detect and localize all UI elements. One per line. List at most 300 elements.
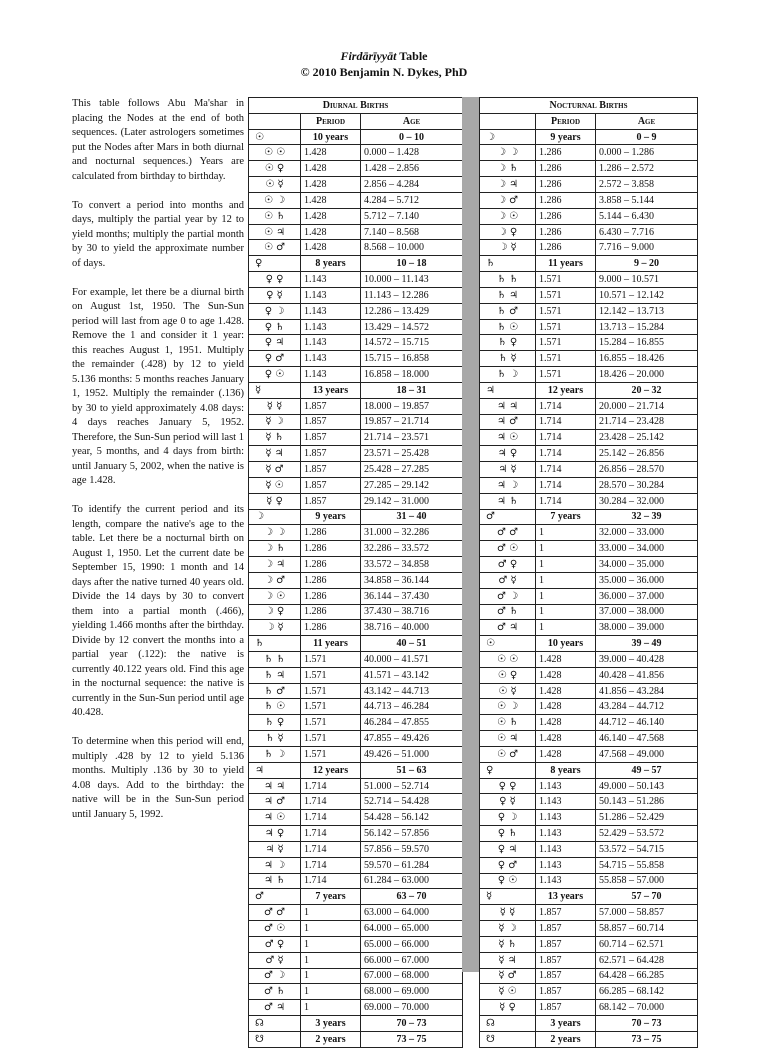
sub-period-age: 65.000 – 66.000 xyxy=(361,936,463,952)
table-row xyxy=(249,699,463,715)
sub-period-symbols: ☽ ☉ xyxy=(480,208,536,224)
sub-period-age: 1.286 – 2.572 xyxy=(596,161,698,177)
sub-period-symbols: ♄ ☽ xyxy=(480,367,536,383)
sub-period-age: 34.000 – 35.000 xyxy=(596,557,698,573)
sub-period-age: 10.571 – 12.142 xyxy=(596,287,698,303)
sub-period-age: 46.140 – 47.568 xyxy=(596,731,698,747)
sub-period-length: 1 xyxy=(536,572,596,588)
planet-symbol: ♂ xyxy=(480,509,536,525)
group-row xyxy=(480,889,698,905)
sub-period-length: 1 xyxy=(536,620,596,636)
sub-period-age: 66.285 – 68.142 xyxy=(596,984,698,1000)
sub-period-length: 1.571 xyxy=(536,272,596,288)
sub-period-length: 1.143 xyxy=(536,826,596,842)
sub-period-symbols: ☽ ☽ xyxy=(480,145,536,161)
group-age-range: 51 – 63 xyxy=(361,762,463,778)
sub-period-length: 1.428 xyxy=(301,145,361,161)
sub-period-symbols: ☉ ♄ xyxy=(249,208,301,224)
sub-period-length: 1 xyxy=(536,588,596,604)
planet-symbol: ♄ xyxy=(249,636,301,652)
sub-period-age: 49.000 – 50.143 xyxy=(596,778,698,794)
column-header-blank xyxy=(480,113,536,129)
table-heading-row xyxy=(480,98,698,114)
sub-period-age: 34.858 – 36.144 xyxy=(361,572,463,588)
sub-period-age: 39.000 – 40.428 xyxy=(596,651,698,667)
sub-period-length: 1.286 xyxy=(536,208,596,224)
sub-period-length: 1.714 xyxy=(536,477,596,493)
table-row xyxy=(480,145,698,161)
sub-period-symbols: ☉ ♃ xyxy=(249,224,301,240)
group-row xyxy=(480,636,698,652)
sub-period-age: 21.714 – 23.571 xyxy=(361,430,463,446)
sub-period-length: 1.286 xyxy=(301,525,361,541)
sub-period-symbols: ☿ ♀ xyxy=(480,1000,536,1016)
sub-period-age: 18.000 – 19.857 xyxy=(361,398,463,414)
sub-period-length: 1.714 xyxy=(536,430,596,446)
sub-period-symbols: ☉ ♃ xyxy=(480,731,536,747)
sub-period-length: 1.143 xyxy=(536,841,596,857)
group-age-range: 57 – 70 xyxy=(596,889,698,905)
group-age-range: 20 – 32 xyxy=(596,382,698,398)
table-row xyxy=(249,620,463,636)
sub-period-length: 1.428 xyxy=(301,208,361,224)
table-row xyxy=(480,303,698,319)
sub-period-length: 1.428 xyxy=(301,192,361,208)
table-heading: Diurnal Births xyxy=(249,98,463,114)
sub-period-length: 1.571 xyxy=(536,303,596,319)
sub-period-symbols: ☉ ♀ xyxy=(480,667,536,683)
planet-symbol: ☋ xyxy=(249,1031,301,1047)
sub-period-symbols: ☉ ☽ xyxy=(480,699,536,715)
table-row xyxy=(480,287,698,303)
sub-period-age: 27.285 – 29.142 xyxy=(361,477,463,493)
sub-period-symbols: ♀ ♃ xyxy=(480,841,536,857)
sub-period-age: 47.855 – 49.426 xyxy=(361,731,463,747)
table-row xyxy=(249,430,463,446)
sub-period-symbols: ♀ ☉ xyxy=(480,873,536,889)
column-divider xyxy=(462,97,479,972)
table-row xyxy=(249,778,463,794)
table-row xyxy=(480,525,698,541)
note-paragraph: This table follows Abu Ma'shar in placing the Nodes at the end of both sequences. (Later astrologers sometimes put the Nodes after Mars in both diurnal and nocturnal sequences.) Years are calculated from birthday to birthday. xyxy=(72,98,244,182)
table-row xyxy=(480,177,698,193)
group-row xyxy=(249,636,463,652)
sub-period-symbols: ☉ ☉ xyxy=(480,651,536,667)
sub-period-length: 1.857 xyxy=(301,462,361,478)
sub-period-length: 1.286 xyxy=(536,161,596,177)
sub-period-length: 1.571 xyxy=(536,319,596,335)
table-row xyxy=(249,683,463,699)
table-row xyxy=(249,287,463,303)
table-row xyxy=(480,572,698,588)
sub-period-length: 1.571 xyxy=(301,699,361,715)
sub-period-symbols: ☿ ☿ xyxy=(249,398,301,414)
sub-period-symbols: ☿ ♄ xyxy=(249,430,301,446)
sub-period-age: 32.286 – 33.572 xyxy=(361,541,463,557)
sub-period-length: 1.857 xyxy=(301,493,361,509)
sub-period-symbols: ☿ ☽ xyxy=(480,921,536,937)
planet-symbol: ☿ xyxy=(249,382,301,398)
table-row xyxy=(249,857,463,873)
sub-period-symbols: ☽ ☿ xyxy=(249,620,301,636)
table-row xyxy=(480,208,698,224)
sub-period-length: 1.714 xyxy=(301,873,361,889)
table-row xyxy=(480,952,698,968)
sub-period-length: 1.428 xyxy=(301,177,361,193)
sub-period-age: 2.856 – 4.284 xyxy=(361,177,463,193)
table-row xyxy=(480,493,698,509)
sub-period-age: 1.428 – 2.856 xyxy=(361,161,463,177)
group-age-range: 40 – 51 xyxy=(361,636,463,652)
sub-period-age: 57.000 – 58.857 xyxy=(596,905,698,921)
table-row xyxy=(249,984,463,1000)
sub-period-symbols: ♄ ☉ xyxy=(480,319,536,335)
group-period: 3 years xyxy=(301,1016,361,1032)
sub-period-length: 1.143 xyxy=(536,778,596,794)
sub-period-age: 12.286 – 13.429 xyxy=(361,303,463,319)
planet-symbol: ♃ xyxy=(249,762,301,778)
table-row xyxy=(480,984,698,1000)
sub-period-symbols: ☿ ☉ xyxy=(480,984,536,1000)
sub-period-age: 55.858 – 57.000 xyxy=(596,873,698,889)
group-age-range: 63 – 70 xyxy=(361,889,463,905)
sub-period-symbols: ☽ ♄ xyxy=(480,161,536,177)
group-row xyxy=(249,1031,463,1047)
planet-symbol: ☊ xyxy=(249,1016,301,1032)
sub-period-age: 44.713 – 46.284 xyxy=(361,699,463,715)
table-row xyxy=(480,715,698,731)
sub-period-symbols: ♂ ♂ xyxy=(480,525,536,541)
table-row xyxy=(249,810,463,826)
sub-period-length: 1 xyxy=(536,557,596,573)
table-row xyxy=(249,715,463,731)
sub-period-symbols: ☿ ☿ xyxy=(480,905,536,921)
sub-period-symbols: ☉ ♂ xyxy=(480,746,536,762)
sub-period-age: 7.716 – 9.000 xyxy=(596,240,698,256)
table-row xyxy=(480,335,698,351)
table-row xyxy=(480,462,698,478)
sub-period-symbols: ♂ ♃ xyxy=(480,620,536,636)
sub-period-symbols: ♃ ♀ xyxy=(480,446,536,462)
sub-period-age: 47.568 – 49.000 xyxy=(596,746,698,762)
sub-period-symbols: ♃ ☽ xyxy=(249,857,301,873)
group-age-range: 73 – 75 xyxy=(361,1031,463,1047)
sub-period-symbols: ♃ ♄ xyxy=(480,493,536,509)
sub-period-age: 41.571 – 43.142 xyxy=(361,667,463,683)
sub-period-symbols: ☽ ♂ xyxy=(480,192,536,208)
copyright: © 2010 Benjamin N. Dykes, PhD xyxy=(300,65,468,79)
sub-period-age: 64.000 – 65.000 xyxy=(361,921,463,937)
planet-symbol: ♀ xyxy=(249,256,301,272)
sub-period-age: 25.142 – 26.856 xyxy=(596,446,698,462)
sub-period-age: 63.000 – 64.000 xyxy=(361,905,463,921)
sub-period-age: 53.572 – 54.715 xyxy=(596,841,698,857)
sub-period-length: 1.286 xyxy=(301,604,361,620)
sub-period-length: 1.571 xyxy=(536,335,596,351)
sub-period-symbols: ♂ ♄ xyxy=(249,984,301,1000)
sub-period-age: 31.000 – 32.286 xyxy=(361,525,463,541)
group-row xyxy=(480,509,698,525)
sub-period-length: 1.428 xyxy=(536,746,596,762)
table-row xyxy=(480,1000,698,1016)
sub-period-symbols: ♃ ☉ xyxy=(480,430,536,446)
sub-period-symbols: ♄ ♄ xyxy=(249,651,301,667)
sub-period-symbols: ☿ ♀ xyxy=(249,493,301,509)
sub-period-age: 35.000 – 36.000 xyxy=(596,572,698,588)
sub-period-symbols: ♂ ♄ xyxy=(480,604,536,620)
table-row xyxy=(480,746,698,762)
column-header-period: Period xyxy=(536,113,596,129)
group-age-range: 31 – 40 xyxy=(361,509,463,525)
sub-period-length: 1.714 xyxy=(536,414,596,430)
group-period: 7 years xyxy=(301,889,361,905)
sub-period-age: 37.430 – 38.716 xyxy=(361,604,463,620)
sub-period-length: 1.143 xyxy=(301,303,361,319)
sub-period-length: 1.428 xyxy=(301,161,361,177)
group-row xyxy=(480,129,698,145)
sub-period-age: 21.714 – 23.428 xyxy=(596,414,698,430)
table-row xyxy=(480,446,698,462)
sub-period-symbols: ♂ ☿ xyxy=(480,572,536,588)
table-row xyxy=(249,936,463,952)
table-row xyxy=(249,335,463,351)
sub-period-length: 1.428 xyxy=(301,224,361,240)
sub-period-length: 1.571 xyxy=(301,731,361,747)
sub-period-symbols: ☿ ♃ xyxy=(249,446,301,462)
group-period: 13 years xyxy=(301,382,361,398)
sub-period-length: 1.714 xyxy=(301,778,361,794)
sub-period-symbols: ♂ ☽ xyxy=(480,588,536,604)
table-row xyxy=(480,477,698,493)
group-period: 10 years xyxy=(301,129,361,145)
sub-period-length: 1.143 xyxy=(536,794,596,810)
sub-period-age: 52.429 – 53.572 xyxy=(596,826,698,842)
table-row xyxy=(480,667,698,683)
table-row xyxy=(480,810,698,826)
sub-period-age: 10.000 – 11.143 xyxy=(361,272,463,288)
sub-period-length: 1.286 xyxy=(536,145,596,161)
table-row xyxy=(480,651,698,667)
group-row xyxy=(480,1031,698,1047)
table-row xyxy=(249,572,463,588)
sub-period-age: 5.712 – 7.140 xyxy=(361,208,463,224)
sub-period-age: 18.426 – 20.000 xyxy=(596,367,698,383)
sub-period-length: 1 xyxy=(301,1000,361,1016)
group-age-range: 73 – 75 xyxy=(596,1031,698,1047)
sub-period-length: 1.857 xyxy=(301,430,361,446)
table-row xyxy=(249,588,463,604)
table-row xyxy=(480,683,698,699)
sub-period-symbols: ♀ ♀ xyxy=(480,778,536,794)
sub-period-symbols: ☽ ♀ xyxy=(249,604,301,620)
planet-symbol: ☽ xyxy=(249,509,301,525)
explanation-notes xyxy=(72,97,244,837)
sub-period-length: 1.428 xyxy=(536,715,596,731)
sub-period-age: 66.000 – 67.000 xyxy=(361,952,463,968)
sub-period-age: 23.571 – 25.428 xyxy=(361,446,463,462)
sub-period-age: 30.284 – 32.000 xyxy=(596,493,698,509)
nocturnal-births-table xyxy=(479,97,698,1048)
group-period: 8 years xyxy=(301,256,361,272)
planet-symbol: ♀ xyxy=(480,762,536,778)
sub-period-age: 40.000 – 41.571 xyxy=(361,651,463,667)
sub-period-age: 33.572 – 34.858 xyxy=(361,557,463,573)
group-row xyxy=(249,382,463,398)
sub-period-age: 64.428 – 66.285 xyxy=(596,968,698,984)
sub-period-symbols: ♄ ☉ xyxy=(249,699,301,715)
sub-period-length: 1.428 xyxy=(536,731,596,747)
sub-period-symbols: ♃ ♂ xyxy=(480,414,536,430)
table-row xyxy=(249,208,463,224)
sub-period-age: 38.716 – 40.000 xyxy=(361,620,463,636)
sub-period-length: 1 xyxy=(536,525,596,541)
sub-period-length: 1.143 xyxy=(301,319,361,335)
sub-period-age: 56.142 – 57.856 xyxy=(361,826,463,842)
sub-period-age: 49.426 – 51.000 xyxy=(361,746,463,762)
sub-period-symbols: ♀ ♂ xyxy=(480,857,536,873)
sub-period-age: 3.858 – 5.144 xyxy=(596,192,698,208)
sub-period-symbols: ☉ ☽ xyxy=(249,192,301,208)
sub-period-symbols: ♄ ☿ xyxy=(249,731,301,747)
table-row xyxy=(249,746,463,762)
sub-period-symbols: ♄ ♀ xyxy=(480,335,536,351)
note-paragraph: To convert a period into months and days, multiply the partial year by 12 to yield months; multiply the partial month by 30 to yield the approximate number of days. xyxy=(72,199,244,269)
sub-period-age: 33.000 – 34.000 xyxy=(596,541,698,557)
group-period: 11 years xyxy=(301,636,361,652)
planet-symbol: ♂ xyxy=(249,889,301,905)
sub-period-length: 1.714 xyxy=(301,857,361,873)
group-period: 7 years xyxy=(536,509,596,525)
sub-period-symbols: ♂ ♃ xyxy=(249,1000,301,1016)
sub-period-symbols: ♂ ☿ xyxy=(249,952,301,968)
sub-period-symbols: ☽ ♂ xyxy=(249,572,301,588)
sub-period-age: 36.144 – 37.430 xyxy=(361,588,463,604)
group-period: 9 years xyxy=(536,129,596,145)
table-row xyxy=(249,462,463,478)
sub-period-length: 1 xyxy=(301,936,361,952)
sub-period-age: 5.144 – 6.430 xyxy=(596,208,698,224)
sub-period-symbols: ☉ ♄ xyxy=(480,715,536,731)
table-row xyxy=(249,651,463,667)
sub-period-age: 26.856 – 28.570 xyxy=(596,462,698,478)
sub-period-symbols: ☿ ☽ xyxy=(249,414,301,430)
table-row xyxy=(249,557,463,573)
group-age-range: 18 – 31 xyxy=(361,382,463,398)
table-row xyxy=(249,952,463,968)
sub-period-age: 2.572 – 3.858 xyxy=(596,177,698,193)
sub-period-length: 1.286 xyxy=(301,541,361,557)
sub-period-symbols: ♀ ♀ xyxy=(249,272,301,288)
table-row xyxy=(480,794,698,810)
table-heading-row xyxy=(249,98,463,114)
sub-period-symbols: ♂ ♂ xyxy=(249,905,301,921)
group-row xyxy=(249,889,463,905)
table-row xyxy=(249,224,463,240)
table-row xyxy=(480,857,698,873)
sub-period-age: 6.430 – 7.716 xyxy=(596,224,698,240)
table-row xyxy=(249,493,463,509)
sub-period-length: 1.286 xyxy=(536,240,596,256)
sub-period-age: 41.856 – 43.284 xyxy=(596,683,698,699)
group-period: 10 years xyxy=(536,636,596,652)
sub-period-age: 36.000 – 37.000 xyxy=(596,588,698,604)
sub-period-length: 1.428 xyxy=(536,651,596,667)
sub-period-length: 1.571 xyxy=(301,683,361,699)
sub-period-age: 67.000 – 68.000 xyxy=(361,968,463,984)
table-row xyxy=(480,588,698,604)
sub-period-age: 57.856 – 59.570 xyxy=(361,841,463,857)
sub-period-length: 1.857 xyxy=(536,1000,596,1016)
sub-period-age: 61.284 – 63.000 xyxy=(361,873,463,889)
table-row xyxy=(249,731,463,747)
sub-period-age: 0.000 – 1.428 xyxy=(361,145,463,161)
sub-period-length: 1.714 xyxy=(536,398,596,414)
group-age-range: 49 – 57 xyxy=(596,762,698,778)
sub-period-length: 1.571 xyxy=(301,746,361,762)
group-period: 9 years xyxy=(301,509,361,525)
sub-period-length: 1.714 xyxy=(301,826,361,842)
sub-period-age: 13.713 – 15.284 xyxy=(596,319,698,335)
sub-period-age: 38.000 – 39.000 xyxy=(596,620,698,636)
sub-period-age: 59.570 – 61.284 xyxy=(361,857,463,873)
group-row xyxy=(480,1016,698,1032)
group-row xyxy=(480,382,698,398)
column-header-row xyxy=(249,113,463,129)
sub-period-length: 1.571 xyxy=(301,667,361,683)
planet-symbol: ☉ xyxy=(249,129,301,145)
sub-period-symbols: ☿ ♂ xyxy=(480,968,536,984)
sub-period-age: 54.715 – 55.858 xyxy=(596,857,698,873)
group-period: 13 years xyxy=(536,889,596,905)
sub-period-age: 25.428 – 27.285 xyxy=(361,462,463,478)
table-row xyxy=(480,367,698,383)
page-title xyxy=(0,49,768,64)
sub-period-age: 8.568 – 10.000 xyxy=(361,240,463,256)
table-row xyxy=(480,272,698,288)
table-row xyxy=(480,161,698,177)
sub-period-symbols: ☿ ☉ xyxy=(249,477,301,493)
group-period: 11 years xyxy=(536,256,596,272)
sub-period-symbols: ♄ ♃ xyxy=(480,287,536,303)
sub-period-length: 1.143 xyxy=(536,810,596,826)
table-row xyxy=(249,525,463,541)
sub-period-age: 60.714 – 62.571 xyxy=(596,936,698,952)
sub-period-symbols: ♄ ☿ xyxy=(480,351,536,367)
sub-period-symbols: ♀ ♃ xyxy=(249,335,301,351)
table-row xyxy=(249,604,463,620)
sub-period-length: 1.571 xyxy=(301,651,361,667)
group-period: 3 years xyxy=(536,1016,596,1032)
sub-period-symbols: ☽ ☿ xyxy=(480,240,536,256)
sub-period-length: 1.143 xyxy=(301,272,361,288)
sub-period-age: 13.429 – 14.572 xyxy=(361,319,463,335)
column-header-age: Age xyxy=(361,113,463,129)
table-row xyxy=(480,905,698,921)
sub-period-length: 1.714 xyxy=(536,462,596,478)
sub-period-length: 1.286 xyxy=(536,224,596,240)
table-row xyxy=(249,177,463,193)
table-row xyxy=(249,1000,463,1016)
group-period: 8 years xyxy=(536,762,596,778)
table-row xyxy=(249,841,463,857)
table-heading: Nocturnal Births xyxy=(480,98,698,114)
planet-symbol: ☽ xyxy=(480,129,536,145)
sub-period-age: 50.143 – 51.286 xyxy=(596,794,698,810)
sub-period-symbols: ♀ ☉ xyxy=(249,367,301,383)
sub-period-length: 1.143 xyxy=(301,287,361,303)
table-row xyxy=(249,367,463,383)
sub-period-symbols: ♃ ♂ xyxy=(249,794,301,810)
